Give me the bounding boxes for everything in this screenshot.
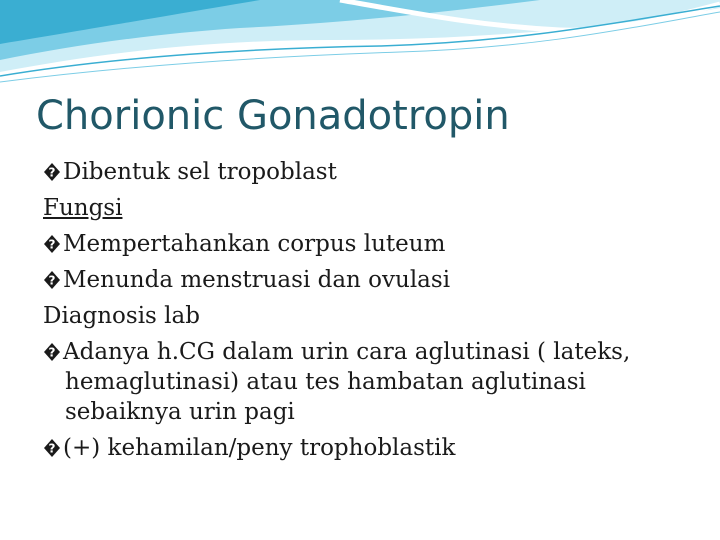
bullet-text: Menunda menstruasi dan ovulasi — [63, 267, 451, 293]
bullet-text: Dibentuk sel tropoblast — [63, 159, 337, 185]
slide-body — [43, 154, 703, 466]
heading-text: Fungsi — [43, 195, 123, 221]
replacement-char-icon — [43, 234, 61, 254]
decorative-wave-header — [0, 0, 720, 90]
replacement-char-icon — [43, 342, 61, 362]
bullet-text: (+) kehamilan/peny trophoblastik — [63, 435, 456, 461]
section-heading-fungsi — [43, 190, 703, 226]
bullet-line — [43, 226, 703, 262]
svg-text:?: ? — [48, 273, 56, 288]
bullet-line — [43, 430, 703, 466]
bullet-line — [43, 334, 685, 430]
svg-text:?: ? — [48, 165, 56, 180]
replacement-char-icon — [43, 162, 61, 182]
replacement-char-icon — [43, 438, 61, 458]
bullet-text: Adanya h.CG dalam urin cara aglutinasi ( lateks, hemaglutinasi) atau tes hambatan aglutinasi sebaiknya urin pagi — [63, 339, 631, 425]
bullet-line — [43, 262, 703, 298]
svg-text:?: ? — [48, 237, 56, 252]
svg-text:?: ? — [48, 345, 56, 360]
slide-title: Chorionic Gonadotropin — [36, 93, 510, 139]
bullet-text: Mempertahankan corpus luteum — [63, 231, 446, 257]
svg-text:?: ? — [48, 441, 56, 456]
replacement-char-icon — [43, 270, 61, 290]
bullet-line — [43, 154, 703, 190]
heading-text: Diagnosis lab — [43, 303, 200, 329]
section-heading-diagnosis — [43, 298, 703, 334]
